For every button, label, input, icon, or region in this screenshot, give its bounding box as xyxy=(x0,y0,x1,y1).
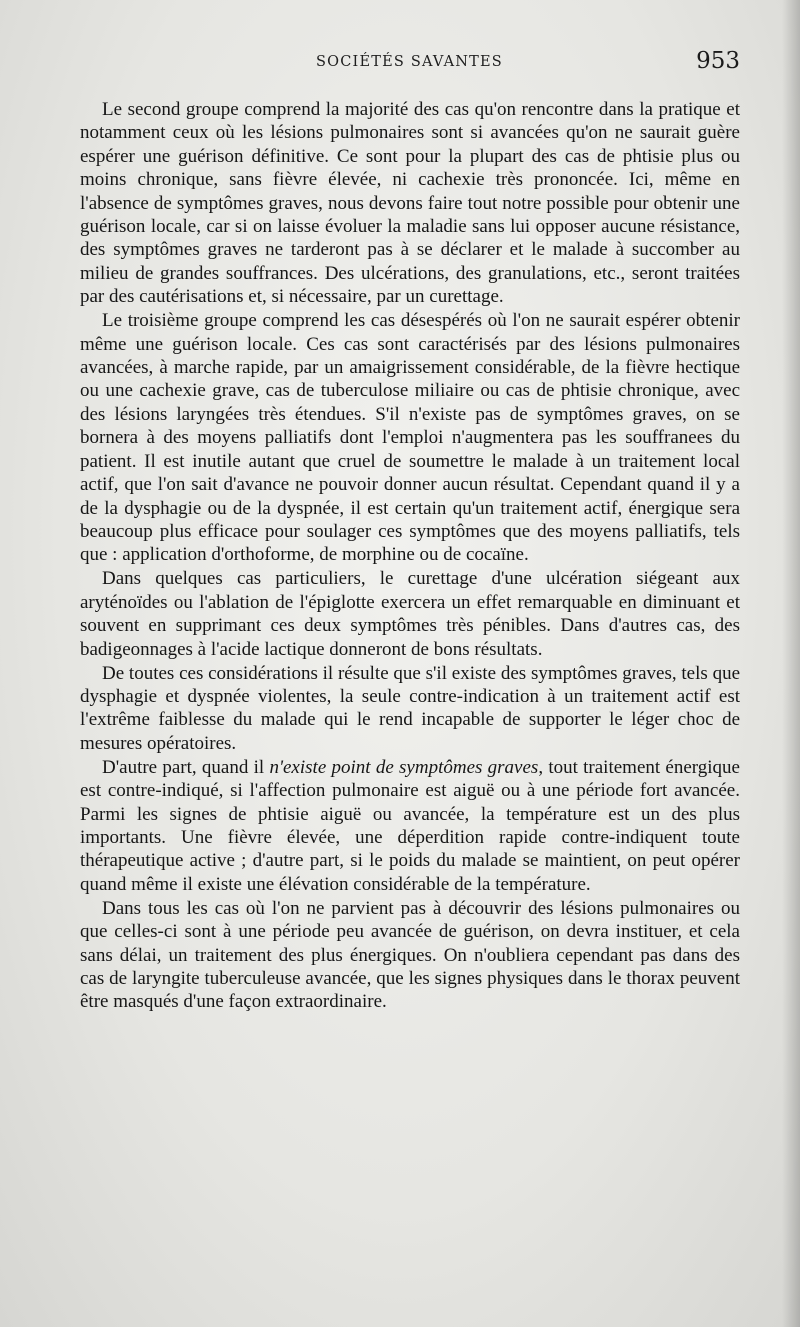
body-text xyxy=(80,98,740,1014)
page-edge-shadow xyxy=(782,0,800,1327)
paragraph-second-group: Le second groupe comprend la majorité des cas qu'on rencontre dans la pratique et notamment ceux où les lésions pulmonaires sont si avancées qu'on ne saurait guère espérer une guérison définitive. Ce sont pour la plupart des cas de phtisie plus ou moins chronique, sans fièvre élevée, ni cachexie très prononcée. Ici, même en l'absence de symptômes graves, nous devons faire tout notre possible pour obtenir une guérison locale, car si on laisse évoluer la maladie sans lui opposer aucune résistance, des symptômes graves ne tarderont pas à se déclarer et le malade à succomber au milieu de grandes souffrances. Des ulcérations, des granulations, etc., seront traitées par des cautérisations et, si nécessaire, par un curettage. xyxy=(80,99,740,308)
paragraph-considerations: De toutes ces considérations il résulte que s'il existe des symptômes graves, tels que dysphagie et dyspnée violentes, la seule contre-indication à un traitement actif est l'extrême faiblesse du malade qui le rend incapable de supporter le léger choc de mesures opératoires. xyxy=(80,662,740,754)
paragraph-particular-cases: Dans quelques cas particuliers, le curettage d'une ulcération siégeant aux aryténoïdes ou l'ablation de l'épiglotte exercera un effet remarquable en diminuant et souvent en supprimant ces deux symptômes très pénibles. Dans d'autres cas, des badigeonnages à l'acide lactique donneront de bons résultats. xyxy=(80,568,740,660)
paragraph-text-start: D'autre part, quand il xyxy=(102,756,270,778)
paragraph-no-grave-symptoms xyxy=(80,756,740,896)
running-header xyxy=(80,48,740,84)
running-title: SOCIÉTÉS SAVANTES xyxy=(316,54,503,70)
paragraph-all-cases: Dans tous les cas où l'on ne parvient pas à découvrir des lésions pulmonaires ou que celles-ci sont à une période peu avancée de guérison, on devra instituer, et cela sans délai, un traitement des plus énergiques. On n'oubliera cependant pas dans des cas de laryngite tuberculeuse avancée, que les signes physiques dans le thorax peuvent être masqués d'une façon extraordinaire. xyxy=(80,897,740,1013)
paragraph-text-end: , tout traitement énergique est contre-indiqué, si l'affection pulmonaire est aiguë ou à une période fort avancée. Parmi les signes de phtisie aiguë ou avancée, la température est un des plus importants. Une fièvre élevée, une déperdition rapide contre-indiquent toute thérapeutique active ; d'autre part, si le poids du malade se maintient, on peut opérer quand même il existe une élévation considérable de la température. xyxy=(80,756,740,895)
emphasis-phrase: n'existe point de symptômes graves xyxy=(269,756,539,778)
paragraph-third-group: Le troisième groupe comprend les cas désespérés où l'on ne saurait espérer obtenir même une guérison locale. Ces cas sont caractérisés par des lésions pulmonaires avancées, à marche rapide, par un amaigrissement considérable, de la fièvre hectique ou une cachexie grave, cas de tuberculose miliaire ou cas de phtisie chronique, avec des lésions laryngées très étendues. S'il n'existe pas de symptômes graves, on se bornera à des moyens palliatifs dont l'emploi n'augmentera pas les souffranees du patient. Il est inutile autant que cruel de soumettre le malade à un traitement local actif, que l'on sait d'avance ne pouvoir donner aucun résultat. Cependant quand il y a de la dysphagie ou de la dyspnée, il est certain qu'un traitement actif, énergique sera beaucoup plus efficace pour soulager ces symptômes que des moyens palliatifs, tels que : application d'orthoforme, de morphine ou de cocaïne. xyxy=(80,310,740,566)
page-number: 953 xyxy=(696,48,740,74)
